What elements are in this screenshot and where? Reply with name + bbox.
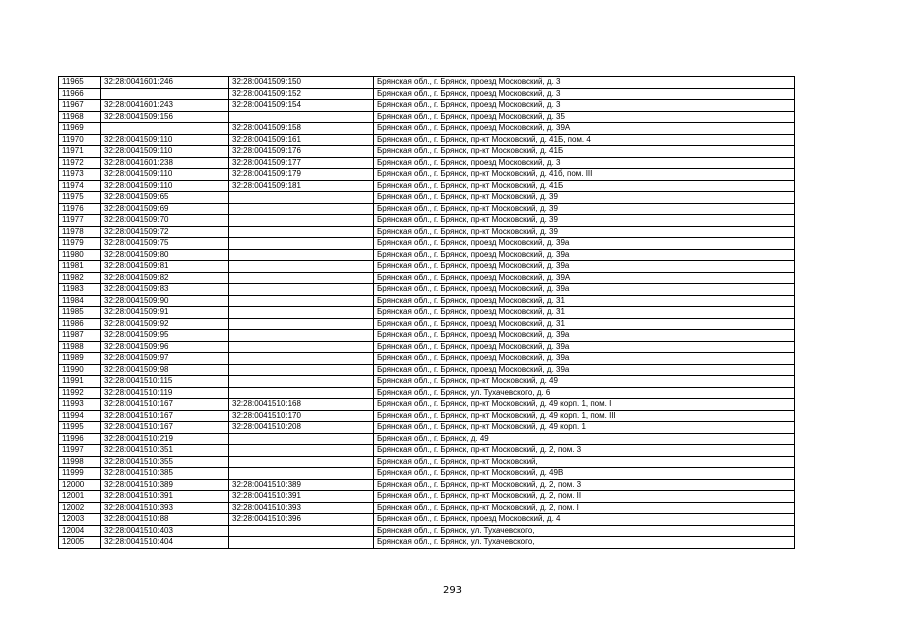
row-number-cell: 12005 bbox=[59, 537, 101, 549]
building-cadastral-number-cell: 32:28:0041509:161 bbox=[229, 134, 374, 146]
row-number-cell: 11993 bbox=[59, 399, 101, 411]
row-number-cell: 12002 bbox=[59, 502, 101, 514]
building-cadastral-number-cell bbox=[229, 203, 374, 215]
table-row bbox=[59, 456, 795, 468]
table-body bbox=[59, 77, 795, 549]
cadastral-number-cell: 32:28:0041509:83 bbox=[101, 284, 229, 296]
table-row bbox=[59, 376, 795, 388]
cadastral-number-cell: 32:28:0041509:97 bbox=[101, 353, 229, 365]
table-row bbox=[59, 318, 795, 330]
row-number-cell: 11991 bbox=[59, 376, 101, 388]
row-number-cell: 11988 bbox=[59, 341, 101, 353]
cadastral-number-cell: 32:28:0041509:95 bbox=[101, 330, 229, 342]
address-cell: Брянская обл., г. Брянск, пр-кт Московский, д. 39 bbox=[374, 215, 795, 227]
address-cell: Брянская обл., г. Брянск, ул. Тухачевского, bbox=[374, 537, 795, 549]
row-number-cell: 11998 bbox=[59, 456, 101, 468]
address-cell: Брянская обл., г. Брянск, пр-кт Московский, д. 39 bbox=[374, 226, 795, 238]
building-cadastral-number-cell bbox=[229, 364, 374, 376]
address-cell: Брянская обл., г. Брянск, проезд Московский, д. 39а bbox=[374, 353, 795, 365]
table-row bbox=[59, 88, 795, 100]
address-cell: Брянская обл., г. Брянск, проезд Московский, д. 31 bbox=[374, 307, 795, 319]
address-cell: Брянская обл., г. Брянск, пр-кт Московский, д. 41Б, пом. 4 bbox=[374, 134, 795, 146]
cadastral-number-cell: 32:28:0041509:91 bbox=[101, 307, 229, 319]
row-number-cell: 11967 bbox=[59, 100, 101, 112]
row-number-cell: 11989 bbox=[59, 353, 101, 365]
row-number-cell: 11994 bbox=[59, 410, 101, 422]
row-number-cell: 11987 bbox=[59, 330, 101, 342]
building-cadastral-number-cell: 32:28:0041510:391 bbox=[229, 491, 374, 503]
building-cadastral-number-cell: 32:28:0041510:393 bbox=[229, 502, 374, 514]
cadastral-number-cell: 32:28:0041510:389 bbox=[101, 479, 229, 491]
building-cadastral-number-cell bbox=[229, 215, 374, 227]
cadastral-number-cell: 32:28:0041510:167 bbox=[101, 399, 229, 411]
address-cell: Брянская обл., г. Брянск, пр-кт Московский, д. 2, пом. 3 bbox=[374, 479, 795, 491]
cadastral-number-cell: 32:28:0041510:403 bbox=[101, 525, 229, 537]
building-cadastral-number-cell: 32:28:0041510:168 bbox=[229, 399, 374, 411]
address-cell: Брянская обл., г. Брянск, проезд Московский, д. 39а bbox=[374, 341, 795, 353]
address-cell: Брянская обл., г. Брянск, проезд Московский, д. 39А bbox=[374, 123, 795, 135]
address-cell: Брянская обл., г. Брянск, проезд Московский, д. 3 bbox=[374, 100, 795, 112]
table-row bbox=[59, 295, 795, 307]
table-row bbox=[59, 180, 795, 192]
address-cell: Брянская обл., г. Брянск, пр-кт Московский, д. 49 bbox=[374, 376, 795, 388]
building-cadastral-number-cell bbox=[229, 318, 374, 330]
row-number-cell: 12000 bbox=[59, 479, 101, 491]
address-cell: Брянская обл., г. Брянск, проезд Московский, д. 39а bbox=[374, 330, 795, 342]
page-number: 293 bbox=[442, 585, 463, 596]
cadastral-number-cell: 32:28:0041509:81 bbox=[101, 261, 229, 273]
address-cell: Брянская обл., г. Брянск, пр-кт Московский, д. 41Б bbox=[374, 180, 795, 192]
table-row bbox=[59, 215, 795, 227]
building-cadastral-number-cell bbox=[229, 537, 374, 549]
building-cadastral-number-cell bbox=[229, 330, 374, 342]
cadastral-number-cell: 32:28:0041510:167 bbox=[101, 410, 229, 422]
table-row bbox=[59, 537, 795, 549]
row-number-cell: 11976 bbox=[59, 203, 101, 215]
table-row bbox=[59, 284, 795, 296]
row-number-cell: 11986 bbox=[59, 318, 101, 330]
property-register-table bbox=[58, 76, 795, 549]
address-cell: Брянская обл., г. Брянск, пр-кт Московский, д. 39 bbox=[374, 192, 795, 204]
building-cadastral-number-cell bbox=[229, 433, 374, 445]
building-cadastral-number-cell: 32:28:0041510:208 bbox=[229, 422, 374, 434]
cadastral-number-cell: 32:28:0041601:238 bbox=[101, 157, 229, 169]
building-cadastral-number-cell: 32:28:0041509:150 bbox=[229, 77, 374, 89]
table-row bbox=[59, 468, 795, 480]
address-cell: Брянская обл., г. Брянск, пр-кт Московский, д. 2, пом. II bbox=[374, 491, 795, 503]
row-number-cell: 11997 bbox=[59, 445, 101, 457]
cadastral-number-cell: 32:28:0041601:243 bbox=[101, 100, 229, 112]
row-number-cell: 11980 bbox=[59, 249, 101, 261]
cadastral-number-cell bbox=[101, 88, 229, 100]
building-cadastral-number-cell bbox=[229, 238, 374, 250]
row-number-cell: 11996 bbox=[59, 433, 101, 445]
building-cadastral-number-cell bbox=[229, 387, 374, 399]
cadastral-number-cell: 32:28:0041509:72 bbox=[101, 226, 229, 238]
table-row bbox=[59, 422, 795, 434]
building-cadastral-number-cell: 32:28:0041509:179 bbox=[229, 169, 374, 181]
row-number-cell: 11999 bbox=[59, 468, 101, 480]
address-cell: Брянская обл., г. Брянск, проезд Московский, д. 3 bbox=[374, 157, 795, 169]
building-cadastral-number-cell bbox=[229, 295, 374, 307]
building-cadastral-number-cell bbox=[229, 192, 374, 204]
row-number-cell: 11979 bbox=[59, 238, 101, 250]
address-cell: Брянская обл., г. Брянск, пр-кт Московский, д. 49 корп. 1 bbox=[374, 422, 795, 434]
building-cadastral-number-cell bbox=[229, 284, 374, 296]
cadastral-number-cell: 32:28:0041510:219 bbox=[101, 433, 229, 445]
cadastral-number-cell: 32:28:0041510:404 bbox=[101, 537, 229, 549]
table-row bbox=[59, 307, 795, 319]
cadastral-number-cell: 32:28:0041509:82 bbox=[101, 272, 229, 284]
address-cell: Брянская обл., г. Брянск, пр-кт Московский, д. 2, пом. I bbox=[374, 502, 795, 514]
address-cell: Брянская обл., г. Брянск, пр-кт Московский, д. 49 корп. 1, пом. I bbox=[374, 399, 795, 411]
building-cadastral-number-cell bbox=[229, 456, 374, 468]
building-cadastral-number-cell bbox=[229, 307, 374, 319]
building-cadastral-number-cell: 32:28:0041509:176 bbox=[229, 146, 374, 158]
cadastral-number-cell: 32:28:0041509:110 bbox=[101, 146, 229, 158]
address-cell: Брянская обл., г. Брянск, проезд Московский, д. 3 bbox=[374, 77, 795, 89]
row-number-cell: 11995 bbox=[59, 422, 101, 434]
table-row bbox=[59, 445, 795, 457]
row-number-cell: 11969 bbox=[59, 123, 101, 135]
address-cell: Брянская обл., г. Брянск, проезд Московский, д. 39а bbox=[374, 238, 795, 250]
table-row bbox=[59, 387, 795, 399]
table-row bbox=[59, 341, 795, 353]
cadastral-number-cell: 32:28:0041510:167 bbox=[101, 422, 229, 434]
row-number-cell: 11974 bbox=[59, 180, 101, 192]
table-row bbox=[59, 157, 795, 169]
table-row bbox=[59, 502, 795, 514]
row-number-cell: 12004 bbox=[59, 525, 101, 537]
address-cell: Брянская обл., г. Брянск, пр-кт Московский, д. 2, пом. 3 bbox=[374, 445, 795, 457]
cadastral-number-cell: 32:28:0041509:65 bbox=[101, 192, 229, 204]
row-number-cell: 11981 bbox=[59, 261, 101, 273]
table-row bbox=[59, 100, 795, 112]
cadastral-number-cell: 32:28:0041510:119 bbox=[101, 387, 229, 399]
cadastral-number-cell: 32:28:0041509:110 bbox=[101, 134, 229, 146]
address-cell: Брянская обл., г. Брянск, проезд Московский, д. 39а bbox=[374, 284, 795, 296]
row-number-cell: 11990 bbox=[59, 364, 101, 376]
address-cell: Брянская обл., г. Брянск, проезд Московский, д. 35 bbox=[374, 111, 795, 123]
building-cadastral-number-cell bbox=[229, 525, 374, 537]
table-row bbox=[59, 111, 795, 123]
building-cadastral-number-cell: 32:28:0041509:181 bbox=[229, 180, 374, 192]
address-cell: Брянская обл., г. Брянск, пр-кт Московский, д. 49 корп. 1, пом. III bbox=[374, 410, 795, 422]
building-cadastral-number-cell: 32:28:0041510:170 bbox=[229, 410, 374, 422]
table-row bbox=[59, 238, 795, 250]
table-row bbox=[59, 433, 795, 445]
cadastral-number-cell: 32:28:0041509:110 bbox=[101, 169, 229, 181]
building-cadastral-number-cell bbox=[229, 468, 374, 480]
cadastral-number-cell: 32:28:0041509:98 bbox=[101, 364, 229, 376]
cadastral-number-cell: 32:28:0041510:351 bbox=[101, 445, 229, 457]
row-number-cell: 11977 bbox=[59, 215, 101, 227]
cadastral-number-cell: 32:28:0041509:110 bbox=[101, 180, 229, 192]
row-number-cell: 12001 bbox=[59, 491, 101, 503]
row-number-cell: 11975 bbox=[59, 192, 101, 204]
row-number-cell: 11972 bbox=[59, 157, 101, 169]
address-cell: Брянская обл., г. Брянск, пр-кт Московский, д. 41Б bbox=[374, 146, 795, 158]
cadastral-number-cell: 32:28:0041510:391 bbox=[101, 491, 229, 503]
row-number-cell: 12003 bbox=[59, 514, 101, 526]
table-row bbox=[59, 353, 795, 365]
cadastral-number-cell: 32:28:0041509:96 bbox=[101, 341, 229, 353]
address-cell: Брянская обл., г. Брянск, ул. Тухачевского, д. 6 bbox=[374, 387, 795, 399]
address-cell: Брянская обл., г. Брянск, пр-кт Московский, д. 41б, пом. III bbox=[374, 169, 795, 181]
address-cell: Брянская обл., г. Брянск, пр-кт Московский, bbox=[374, 456, 795, 468]
cadastral-number-cell: 32:28:0041510:385 bbox=[101, 468, 229, 480]
table-row bbox=[59, 77, 795, 89]
table-row bbox=[59, 192, 795, 204]
building-cadastral-number-cell: 32:28:0041509:154 bbox=[229, 100, 374, 112]
building-cadastral-number-cell bbox=[229, 272, 374, 284]
table-row bbox=[59, 525, 795, 537]
row-number-cell: 11965 bbox=[59, 77, 101, 89]
address-cell: Брянская обл., г. Брянск, проезд Московский, д. 31 bbox=[374, 318, 795, 330]
cadastral-number-cell: 32:28:0041601:246 bbox=[101, 77, 229, 89]
address-cell: Брянская обл., г. Брянск, пр-кт Московский, д. 49В bbox=[374, 468, 795, 480]
table-row bbox=[59, 134, 795, 146]
building-cadastral-number-cell bbox=[229, 376, 374, 388]
address-cell: Брянская обл., г. Брянск, ул. Тухачевского, bbox=[374, 525, 795, 537]
cadastral-number-cell: 32:28:0041509:80 bbox=[101, 249, 229, 261]
address-cell: Брянская обл., г. Брянск, проезд Московский, д. 39а bbox=[374, 364, 795, 376]
row-number-cell: 11970 bbox=[59, 134, 101, 146]
table-row bbox=[59, 491, 795, 503]
cadastral-number-cell: 32:28:0041510:355 bbox=[101, 456, 229, 468]
row-number-cell: 11982 bbox=[59, 272, 101, 284]
row-number-cell: 11984 bbox=[59, 295, 101, 307]
building-cadastral-number-cell: 32:28:0041509:177 bbox=[229, 157, 374, 169]
cadastral-number-cell: 32:28:0041509:92 bbox=[101, 318, 229, 330]
row-number-cell: 11992 bbox=[59, 387, 101, 399]
building-cadastral-number-cell: 32:28:0041510:396 bbox=[229, 514, 374, 526]
cadastral-number-cell: 32:28:0041509:69 bbox=[101, 203, 229, 215]
row-number-cell: 11966 bbox=[59, 88, 101, 100]
table-row bbox=[59, 123, 795, 135]
row-number-cell: 11973 bbox=[59, 169, 101, 181]
address-cell: Брянская обл., г. Брянск, проезд Московский, д. 4 bbox=[374, 514, 795, 526]
cadastral-number-cell: 32:28:0041510:88 bbox=[101, 514, 229, 526]
building-cadastral-number-cell bbox=[229, 261, 374, 273]
table-row bbox=[59, 203, 795, 215]
building-cadastral-number-cell: 32:28:0041509:158 bbox=[229, 123, 374, 135]
building-cadastral-number-cell: 32:28:0041509:152 bbox=[229, 88, 374, 100]
table-row bbox=[59, 514, 795, 526]
building-cadastral-number-cell bbox=[229, 226, 374, 238]
cadastral-number-cell: 32:28:0041509:70 bbox=[101, 215, 229, 227]
address-cell: Брянская обл., г. Брянск, пр-кт Московский, д. 39 bbox=[374, 203, 795, 215]
cadastral-number-cell: 32:28:0041510:115 bbox=[101, 376, 229, 388]
table-row bbox=[59, 410, 795, 422]
address-cell: Брянская обл., г. Брянск, проезд Московский, д. 3 bbox=[374, 88, 795, 100]
row-number-cell: 11968 bbox=[59, 111, 101, 123]
address-cell: Брянская обл., г. Брянск, д. 49 bbox=[374, 433, 795, 445]
row-number-cell: 11971 bbox=[59, 146, 101, 158]
cadastral-number-cell: 32:28:0041510:393 bbox=[101, 502, 229, 514]
table-row bbox=[59, 364, 795, 376]
table-row bbox=[59, 169, 795, 181]
building-cadastral-number-cell bbox=[229, 249, 374, 261]
table-row bbox=[59, 249, 795, 261]
table-row bbox=[59, 272, 795, 284]
table-row bbox=[59, 330, 795, 342]
table-row bbox=[59, 146, 795, 158]
address-cell: Брянская обл., г. Брянск, проезд Московский, д. 39а bbox=[374, 249, 795, 261]
cadastral-number-cell: 32:28:0041509:75 bbox=[101, 238, 229, 250]
cadastral-number-cell: 32:28:0041509:90 bbox=[101, 295, 229, 307]
building-cadastral-number-cell bbox=[229, 111, 374, 123]
cadastral-number-cell bbox=[101, 123, 229, 135]
building-cadastral-number-cell bbox=[229, 341, 374, 353]
table-row bbox=[59, 261, 795, 273]
table-row bbox=[59, 399, 795, 411]
address-cell: Брянская обл., г. Брянск, проезд Московский, д. 31 bbox=[374, 295, 795, 307]
table-row bbox=[59, 479, 795, 491]
building-cadastral-number-cell bbox=[229, 445, 374, 457]
address-cell: Брянская обл., г. Брянск, проезд Московский, д. 39а bbox=[374, 261, 795, 273]
address-cell: Брянская обл., г. Брянск, проезд Московский, д. 39А bbox=[374, 272, 795, 284]
cadastral-number-cell: 32:28:0041509:156 bbox=[101, 111, 229, 123]
table-row bbox=[59, 226, 795, 238]
building-cadastral-number-cell: 32:28:0041510:389 bbox=[229, 479, 374, 491]
row-number-cell: 11978 bbox=[59, 226, 101, 238]
row-number-cell: 11985 bbox=[59, 307, 101, 319]
building-cadastral-number-cell bbox=[229, 353, 374, 365]
row-number-cell: 11983 bbox=[59, 284, 101, 296]
